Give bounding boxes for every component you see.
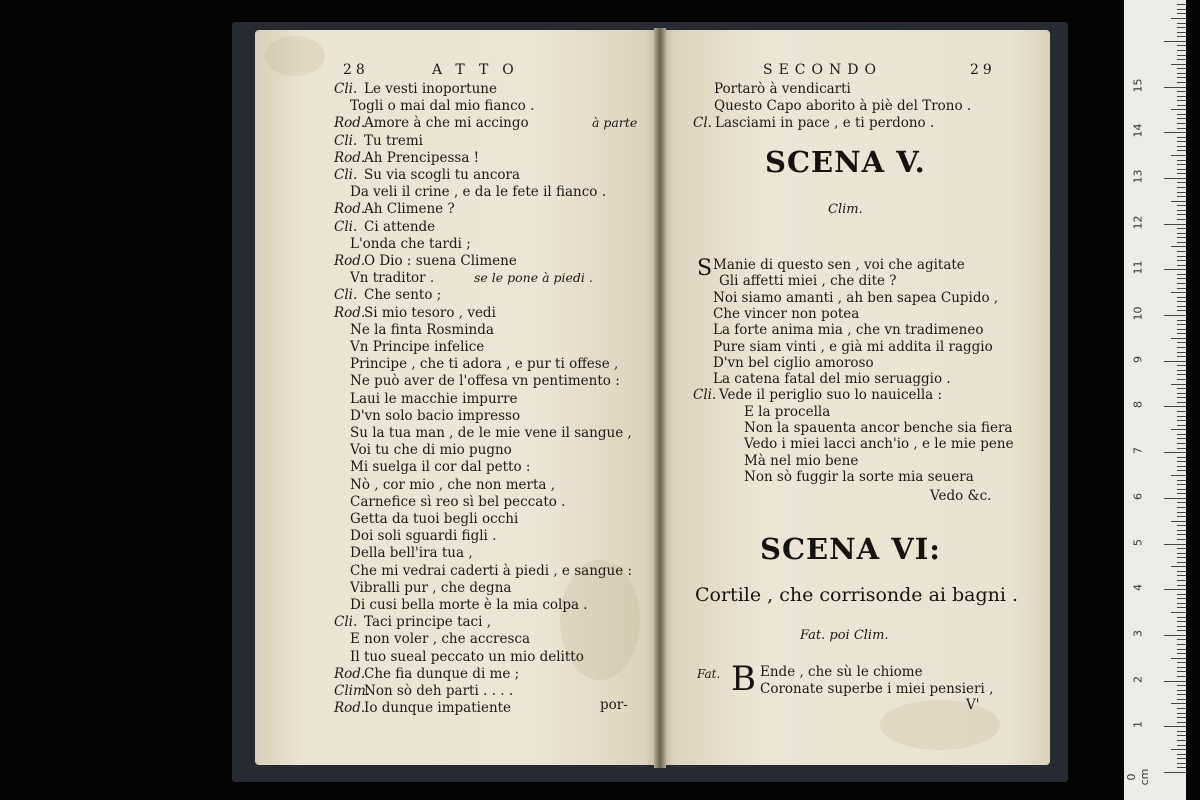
ruler-tick	[1171, 201, 1186, 202]
ruler-tick	[1177, 146, 1186, 147]
ruler-tick	[1177, 575, 1186, 576]
verse-line: Ci attende	[364, 218, 436, 235]
ruler-tick	[1177, 512, 1186, 513]
ruler-tick	[1177, 525, 1186, 526]
ruler-tick	[1177, 77, 1186, 78]
ruler-tick	[1177, 649, 1186, 650]
ruler-number: 15	[1131, 78, 1145, 92]
ruler-tick	[1177, 630, 1186, 631]
verse-line: Che vincer non potea	[713, 305, 860, 322]
ruler-tick	[1177, 662, 1186, 663]
scene-6-setting: Cortile , che corrisonde ai bagni .	[695, 584, 1019, 606]
ruler-tick	[1177, 466, 1186, 467]
ruler-tick	[1177, 228, 1186, 229]
ruler-tick	[1177, 219, 1186, 220]
ruler-tick	[1177, 717, 1186, 718]
ruler-number: 13	[1131, 169, 1145, 184]
catchword-right: V'	[966, 697, 980, 713]
ruler-tick	[1177, 182, 1186, 183]
ruler-tick	[1164, 589, 1186, 590]
ruler-tick	[1164, 178, 1186, 179]
ruler-tick	[1177, 484, 1186, 485]
ruler-tick	[1164, 726, 1186, 727]
ruler-tick	[1177, 196, 1186, 197]
verse-line: Tu tremi	[364, 132, 423, 149]
verse-line: Gli affetti miei , che dite ?	[719, 273, 897, 290]
verse-line: Principe , che ti adora , e pur ti offese ,	[350, 356, 619, 373]
ruler-tick	[1177, 96, 1186, 97]
ruler-tick	[1177, 374, 1186, 375]
speaker-label: Cli.	[693, 387, 717, 404]
ruler-tick	[1177, 745, 1186, 746]
verse-line: Amore à che mi accingo	[364, 115, 529, 132]
speaker-label: Cli.	[334, 287, 358, 304]
ruler-number: 14	[1131, 123, 1145, 138]
ruler-tick	[1164, 544, 1186, 545]
ruler-tick	[1177, 708, 1186, 709]
ruler-tick	[1177, 9, 1186, 10]
ruler-tick	[1177, 306, 1186, 307]
verse-line: La catena fatal del mio seruaggio .	[713, 371, 951, 388]
ruler-tick	[1177, 283, 1186, 284]
catchword-left: por-	[600, 697, 628, 713]
ruler-tick	[1177, 329, 1186, 330]
ruler-tick	[1177, 767, 1186, 768]
running-head-left: ATTO	[432, 62, 528, 78]
speaker-label: Cl.	[693, 115, 712, 131]
ruler-tick	[1177, 187, 1186, 188]
ruler-tick	[1171, 475, 1186, 476]
verse-line: Vn Principe infelice	[350, 339, 485, 355]
ruler-tick	[1177, 210, 1186, 211]
ruler-number: 1	[1131, 721, 1145, 729]
verse-line: Della bell'ira tua ,	[350, 545, 473, 562]
verse-line: Taci principe taci ,	[364, 614, 492, 631]
running-head-right: SECONDO	[763, 62, 882, 78]
ruler-tick	[1177, 585, 1186, 586]
ruler-tick	[1177, 347, 1186, 348]
ruler-number: 12	[1131, 215, 1145, 230]
verse-line: Il tuo sueal peccato un mio delitto	[350, 648, 584, 665]
ruler-tick	[1177, 45, 1186, 46]
verse-line: Vibralli pur , che degna	[350, 579, 512, 596]
ruler-tick	[1171, 658, 1186, 659]
ruler-number: 0 cm	[1125, 768, 1151, 786]
verse-line: Ne la finta Rosminda	[350, 321, 494, 338]
ruler-tick	[1177, 731, 1186, 732]
verse-line: Lasciami in pace , e ti perdono .	[715, 115, 935, 131]
verse-line: Manie di questo sen , voi che agitate	[713, 257, 965, 273]
ruler-tick	[1177, 310, 1186, 311]
verse-line: E la procella	[744, 403, 831, 420]
ruler-tick	[1177, 393, 1186, 394]
ruler-tick	[1177, 36, 1186, 37]
verse-line: E non voler , che accresca	[350, 631, 531, 648]
measurement-ruler	[1124, 0, 1186, 800]
ruler-tick	[1177, 448, 1186, 449]
ruler-number: 10	[1131, 306, 1145, 321]
ruler-tick	[1177, 192, 1186, 193]
ruler-tick	[1164, 87, 1186, 88]
verse-line: Che mi vedrai caderti à piedi , e sangue :	[350, 562, 633, 579]
ruler-tick	[1177, 251, 1186, 252]
ruler-tick	[1164, 681, 1186, 682]
verse-line: Togli o mai dal mio fianco .	[350, 98, 535, 115]
ruler-tick	[1164, 635, 1186, 636]
ruler-tick	[1164, 452, 1186, 453]
scene-5-drop-cap: S	[697, 256, 713, 281]
ruler-tick	[1171, 703, 1186, 704]
ruler-number: 3	[1131, 629, 1145, 637]
ruler-tick	[1177, 690, 1186, 691]
stage-direction: se le pone à piedi .	[474, 270, 593, 286]
ruler-tick	[1177, 443, 1186, 444]
scene-5-title: SCENA V.	[765, 145, 926, 179]
ruler-tick	[1171, 109, 1186, 110]
ruler-tick	[1177, 626, 1186, 627]
verse-line: Ne può aver de l'offesa vn pentimento :	[350, 373, 620, 390]
ruler-tick	[1177, 735, 1186, 736]
ruler-tick	[1177, 594, 1186, 595]
verse-line: Laui le macchie impurre	[350, 390, 518, 407]
ruler-tick	[1177, 91, 1186, 92]
verse-line: Voi tu che di mio pugno	[350, 442, 512, 459]
ruler-tick	[1177, 137, 1186, 138]
stage-direction: à parte	[592, 115, 638, 131]
ruler-tick	[1177, 320, 1186, 321]
page-number-right: 29	[970, 62, 996, 78]
ruler-tick	[1177, 562, 1186, 563]
ruler-tick	[1164, 224, 1186, 225]
scene-6-line-2: Coronate superbe i miei pensieri ,	[760, 681, 994, 697]
scene-6-title: SCENA VI:	[760, 532, 942, 566]
ruler-tick	[1177, 763, 1186, 764]
verse-line: La forte anima mia , che vn tradimeneo	[713, 322, 984, 339]
speaker-label: Rod.	[334, 700, 366, 717]
verse-line: Le vesti inoportune	[364, 81, 497, 97]
scene-6-speaker: Fat.	[697, 667, 721, 681]
ruler-tick	[1177, 118, 1186, 119]
ruler-tick	[1177, 722, 1186, 723]
ruler-tick	[1177, 470, 1186, 471]
ruler-tick	[1177, 534, 1186, 535]
verse-line: Si mio tesoro , vedi	[364, 304, 496, 321]
ruler-tick	[1177, 73, 1186, 74]
ruler-tick	[1177, 457, 1186, 458]
ruler-tick	[1177, 713, 1186, 714]
ruler-number: 7	[1131, 447, 1145, 455]
ruler-tick	[1177, 397, 1186, 398]
ruler-tick	[1171, 292, 1186, 293]
ruler-tick	[1177, 571, 1186, 572]
ruler-tick	[1177, 388, 1186, 389]
verse-line: Mi suelga il cor dal petto :	[350, 459, 531, 476]
ruler-tick	[1177, 370, 1186, 371]
ruler-tick	[1177, 548, 1186, 549]
ruler-number: 11	[1131, 260, 1145, 275]
ruler-tick	[1171, 246, 1186, 247]
ruler-tick	[1177, 489, 1186, 490]
ruler-tick	[1177, 493, 1186, 494]
ruler-tick	[1177, 23, 1186, 24]
ruler-tick	[1177, 32, 1186, 33]
ruler-number: 5	[1131, 538, 1145, 546]
speaker-label: Rod.	[334, 115, 366, 132]
ruler-number: 6	[1131, 492, 1145, 500]
verse-line: Che sento ;	[364, 287, 442, 304]
verse-line: Noi siamo amanti , ah ben sapea Cupido ,	[713, 289, 999, 306]
ruler-tick	[1177, 553, 1186, 554]
ruler-tick	[1177, 274, 1186, 275]
ruler-tick	[1177, 740, 1186, 741]
ruler-tick	[1164, 772, 1186, 773]
verse-line: Carnefice sì reo sì bel peccato .	[350, 493, 566, 510]
ruler-tick	[1177, 265, 1186, 266]
ruler-tick	[1177, 694, 1186, 695]
verse-line: Di cusi bella morte è la mia colpa .	[350, 597, 588, 613]
ruler-tick	[1171, 384, 1186, 385]
verse-line: Da veli il crine , e da le fete il fianco .	[350, 184, 607, 201]
verse-line: Questo Capo aborito à piè del Trono .	[714, 98, 972, 114]
ruler-tick	[1164, 41, 1186, 42]
scene-5-refrain: Vedo &c.	[930, 488, 992, 504]
ruler-tick	[1177, 420, 1186, 421]
page-number-left: 28	[343, 62, 369, 78]
speaker-label: Rod.	[334, 201, 366, 218]
ruler-tick	[1177, 352, 1186, 353]
ruler-tick	[1177, 379, 1186, 380]
verse-line: Che fia dunque di me ;	[364, 665, 520, 682]
ruler-tick	[1177, 324, 1186, 325]
verse-line: Getta da tuoi begli occhi	[350, 511, 519, 527]
ruler-tick	[1177, 333, 1186, 334]
ruler-tick	[1177, 671, 1186, 672]
ruler-tick	[1177, 27, 1186, 28]
ruler-tick	[1177, 530, 1186, 531]
verse-line: Vedo i miei lacci anch'io , e le mie pene	[744, 436, 1014, 453]
ruler-tick	[1177, 141, 1186, 142]
verse-line: Non sò deh parti . . . .	[364, 683, 514, 699]
ruler-tick	[1177, 123, 1186, 124]
speaker-label: Rod.	[334, 665, 366, 682]
ruler-tick	[1177, 438, 1186, 439]
scene-5-character: Clim.	[828, 202, 863, 217]
ruler-tick	[1177, 82, 1186, 83]
ruler-tick	[1177, 603, 1186, 604]
ruler-tick	[1177, 4, 1186, 5]
ruler-number: 2	[1131, 675, 1145, 683]
ruler-tick	[1177, 639, 1186, 640]
ruler-number: 8	[1131, 401, 1145, 409]
ruler-tick	[1177, 557, 1186, 558]
ruler-tick	[1177, 621, 1186, 622]
ruler-tick	[1171, 155, 1186, 156]
verse-line: Non la spauenta ancor benche sia fiera	[744, 420, 1013, 436]
speaker-label: Clim.	[334, 683, 371, 699]
ruler-tick	[1177, 676, 1186, 677]
ruler-tick	[1177, 539, 1186, 540]
ruler-tick	[1171, 566, 1186, 567]
ruler-tick	[1177, 342, 1186, 343]
speaker-label: Cli.	[334, 614, 358, 631]
ruler-tick	[1177, 297, 1186, 298]
ruler-tick	[1177, 233, 1186, 234]
ruler-tick	[1177, 50, 1186, 51]
verse-line: Mà nel mio bene	[744, 452, 859, 469]
book-gutter	[654, 28, 666, 768]
ruler-tick	[1177, 356, 1186, 357]
speaker-label: Cli.	[334, 132, 358, 149]
ruler-tick	[1177, 617, 1186, 618]
ruler-tick	[1177, 653, 1186, 654]
ruler-tick	[1171, 18, 1186, 19]
ruler-tick	[1164, 498, 1186, 499]
ruler-tick	[1177, 644, 1186, 645]
verse-line: L'onda che tardi ;	[350, 235, 471, 252]
verse-line: Pure siam vinti , e già mi addita il raggio	[713, 338, 993, 355]
verse-line: D'vn solo bacio impresso	[350, 407, 521, 424]
ruler-tick	[1177, 502, 1186, 503]
ruler-tick	[1177, 507, 1186, 508]
ruler-tick	[1171, 612, 1186, 613]
ruler-tick	[1164, 361, 1186, 362]
ruler-tick	[1164, 406, 1186, 407]
ruler-tick	[1177, 114, 1186, 115]
ruler-tick	[1177, 260, 1186, 261]
verse-line: Su via scogli tu ancora	[364, 167, 521, 183]
speaker-label: Rod.	[334, 149, 366, 166]
ruler-tick	[1177, 598, 1186, 599]
ruler-tick	[1171, 64, 1186, 65]
ruler-tick	[1164, 132, 1186, 133]
scene-6-characters: Fat. poi Clim.	[800, 628, 889, 643]
ruler-tick	[1177, 365, 1186, 366]
ruler-tick	[1177, 105, 1186, 106]
ruler-tick	[1177, 242, 1186, 243]
speaker-label: Cli.	[334, 81, 358, 97]
ruler-tick	[1164, 269, 1186, 270]
ruler-tick	[1177, 256, 1186, 257]
speaker-label: Rod.	[334, 304, 366, 321]
verse-line: Portarò à vendicarti	[714, 81, 851, 97]
ruler-tick	[1164, 315, 1186, 316]
scene-6-line-1: Ende , che sù le chiome	[760, 664, 923, 680]
ruler-tick	[1177, 411, 1186, 412]
ruler-tick	[1177, 516, 1186, 517]
verse-line: Nò , cor mio , che non merta ,	[350, 476, 556, 493]
verse-line: Vede il periglio suo lo nauicella :	[719, 387, 943, 404]
ruler-tick	[1177, 480, 1186, 481]
ruler-tick	[1177, 160, 1186, 161]
verse-line: O Dio : suena Climene	[364, 253, 517, 269]
ruler-tick	[1177, 278, 1186, 279]
ruler-tick	[1177, 169, 1186, 170]
verse-line: Vn traditor .	[350, 270, 435, 287]
ruler-number: 4	[1131, 584, 1145, 592]
ruler-tick	[1171, 749, 1186, 750]
ruler-tick	[1177, 173, 1186, 174]
ruler-tick	[1171, 429, 1186, 430]
verse-line: Doi soli sguardi figli .	[350, 528, 497, 545]
ruler-tick	[1177, 237, 1186, 238]
ruler-tick	[1177, 150, 1186, 151]
scene-6-drop-cap: B	[731, 659, 756, 699]
ruler-tick	[1177, 55, 1186, 56]
ruler-tick	[1177, 288, 1186, 289]
ruler-tick	[1177, 425, 1186, 426]
speaker-label: Cli.	[334, 218, 358, 235]
ruler-tick	[1177, 667, 1186, 668]
ruler-tick	[1177, 100, 1186, 101]
verse-line: D'vn bel ciglio amoroso	[713, 354, 874, 371]
ruler-tick	[1171, 338, 1186, 339]
ruler-tick	[1177, 699, 1186, 700]
verse-line: Ah Climene ?	[364, 201, 455, 218]
ruler-tick	[1177, 13, 1186, 14]
ruler-tick	[1177, 685, 1186, 686]
ruler-number: 9	[1131, 355, 1145, 363]
verse-line: Non sò fuggir la sorte mia seuera	[744, 468, 974, 485]
ruler-tick	[1171, 521, 1186, 522]
ruler-tick	[1177, 434, 1186, 435]
ruler-tick	[1177, 758, 1186, 759]
speaker-label: Cli.	[334, 167, 358, 183]
speaker-label: Rod.	[334, 253, 366, 269]
ruler-tick	[1177, 461, 1186, 462]
ruler-tick	[1177, 214, 1186, 215]
ruler-tick	[1177, 301, 1186, 302]
verse-line: Io dunque impatiente	[364, 700, 512, 717]
ruler-tick	[1177, 205, 1186, 206]
ruler-tick	[1177, 580, 1186, 581]
ruler-tick	[1177, 128, 1186, 129]
verse-line: Ah Prencipessa !	[364, 149, 480, 166]
ruler-tick	[1177, 402, 1186, 403]
ruler-tick	[1177, 59, 1186, 60]
ruler-tick	[1177, 416, 1186, 417]
ruler-tick	[1177, 164, 1186, 165]
ruler-tick	[1177, 754, 1186, 755]
verse-line: Su la tua man , de le mie vene il sangue ,	[350, 425, 632, 441]
ruler-tick	[1177, 607, 1186, 608]
ruler-tick	[1177, 68, 1186, 69]
